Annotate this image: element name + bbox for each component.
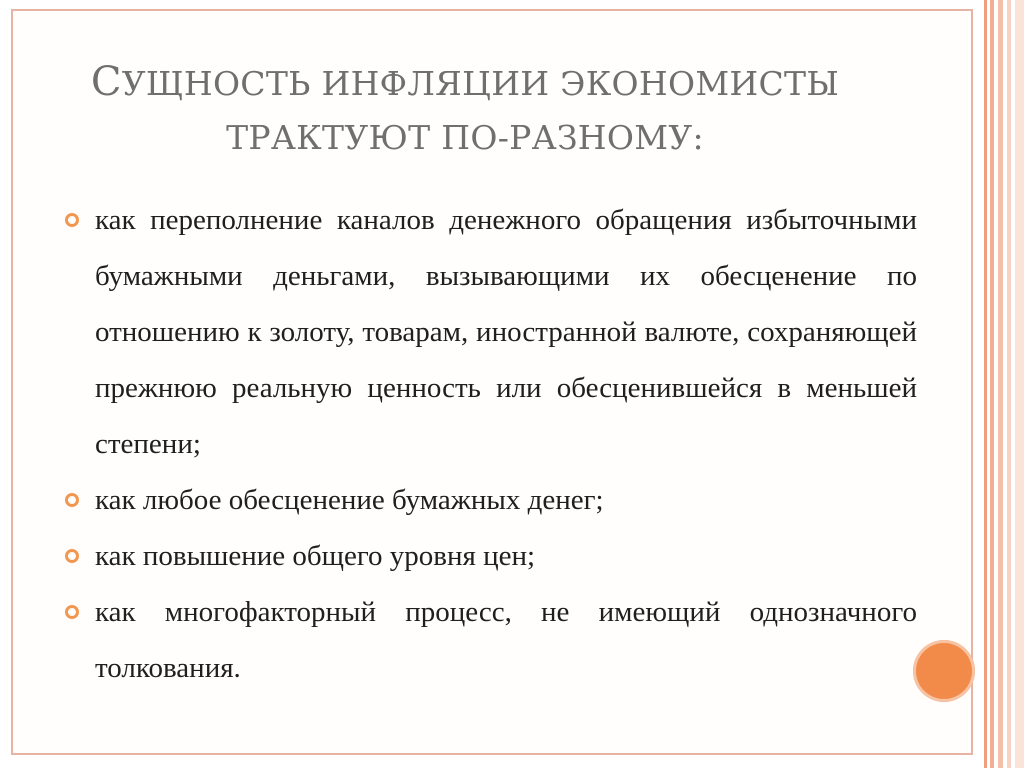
stripe (1007, 0, 1011, 768)
slide-title (60, 55, 870, 165)
decorative-stripes (984, 0, 1024, 768)
list-item (95, 472, 917, 528)
stripe (1015, 0, 1024, 768)
stripe (990, 0, 994, 768)
ring-bullet-icon (65, 549, 79, 563)
list-item-text: как любое обесценение бумажных денег; (95, 484, 604, 516)
decorative-circle (913, 640, 975, 702)
list-item-text: как повышение общего уровня цен; (95, 540, 536, 572)
stripe (984, 0, 987, 768)
stripe (998, 0, 1003, 768)
list-item-text: как переполнение каналов денежного обращения избыточными бумажными деньгами, вызывающими их обесценение по отношению к золоту, товарам, иностранной валюте, сохраняющей прежнюю реальную ценность или обесценившейся в меньшей степени; (95, 204, 917, 460)
title-line-2: ТРАКТУЮТ ПО-РАЗНОМУ: (226, 118, 704, 157)
list-item-text: как многофакторный процесс, не имеющий однозначного толкования. (95, 596, 917, 684)
list-item (95, 192, 917, 472)
list-item (95, 528, 917, 584)
ring-bullet-icon (65, 493, 79, 507)
bullet-list (95, 192, 917, 696)
ring-bullet-icon (65, 605, 79, 619)
list-item (95, 584, 917, 696)
ring-bullet-icon (65, 213, 79, 227)
title-initial-letter: С (90, 59, 122, 105)
title-line-1: УЩНОСТЬ ИНФЛЯЦИИ ЭКОНОМИСТЫ (121, 64, 840, 103)
